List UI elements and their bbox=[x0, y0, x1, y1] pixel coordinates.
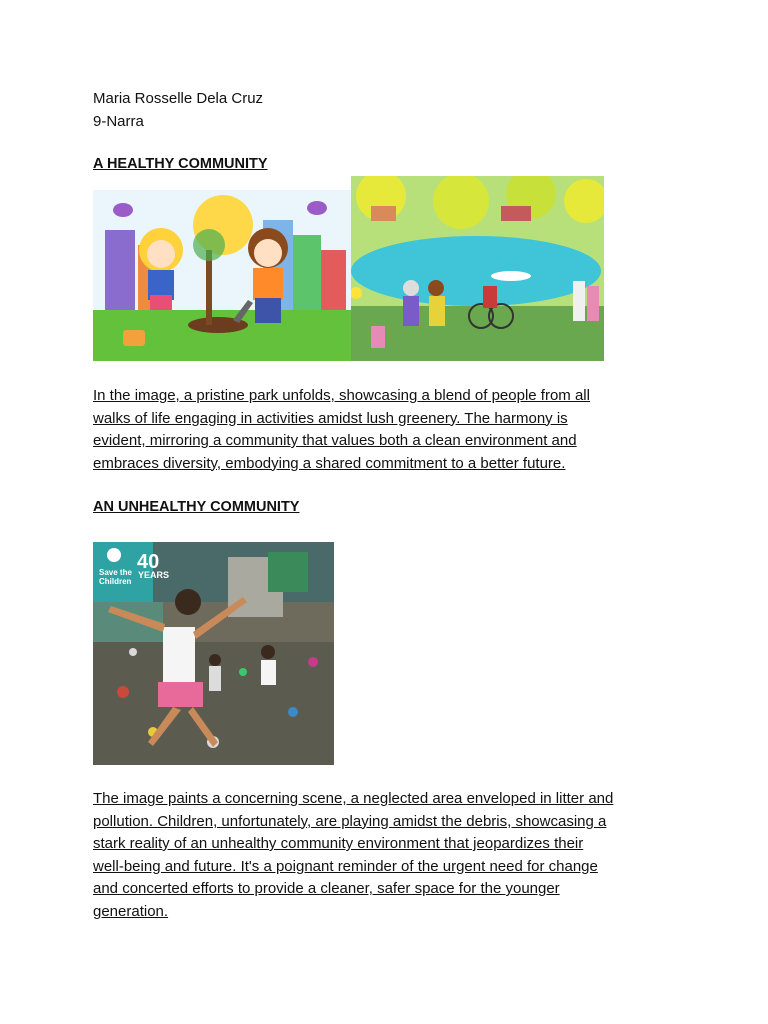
healthy-heading: A HEALTHY COMMUNITY bbox=[93, 156, 268, 172]
logo-number: 40 bbox=[137, 551, 160, 573]
healthy-paragraph bbox=[93, 385, 683, 475]
paragraph-line: embraces diversity, embodying a shared commitment to a better future. bbox=[93, 454, 566, 472]
paragraph-line: stark reality of an unhealthy community environment that jeopardizes their bbox=[93, 835, 584, 852]
logo-text-1: Save the bbox=[99, 568, 132, 577]
children-playing-in-litter-image bbox=[93, 542, 334, 765]
paragraph-line: walks of life engaging in activities amidst lush greenery. The harmony is bbox=[93, 409, 568, 427]
paragraph-line: and concerted efforts to provide a cleaner, safer space for the younger bbox=[93, 880, 560, 897]
unhealthy-paragraph bbox=[93, 788, 683, 923]
paragraph-line: In the image, a pristine park unfolds, showcasing a blend of people from all bbox=[93, 387, 590, 404]
logo-text-2: Children bbox=[99, 577, 132, 586]
author-name: Maria Rosselle Dela Cruz bbox=[93, 90, 264, 107]
children-planting-tree-image bbox=[93, 190, 351, 361]
paragraph-line: The image paints a concerning scene, a neglected area enveloped in litter and bbox=[93, 790, 614, 807]
community-park-image bbox=[351, 176, 604, 361]
paragraph-line: evident, mirroring a community that values both a clean environment and bbox=[93, 432, 577, 449]
unhealthy-heading: AN UNHEALTHY COMMUNITY bbox=[93, 499, 300, 515]
paragraph-line: pollution. Children, unfortunately, are playing amidst the debris, showcasing a bbox=[93, 812, 607, 830]
section-name: 9-Narra bbox=[93, 113, 144, 130]
paragraph-line: generation. bbox=[93, 902, 169, 920]
logo-years: YEARS bbox=[138, 570, 170, 580]
paragraph-line: well-being and future. It's a poignant reminder of the urgent need for change bbox=[93, 857, 598, 875]
